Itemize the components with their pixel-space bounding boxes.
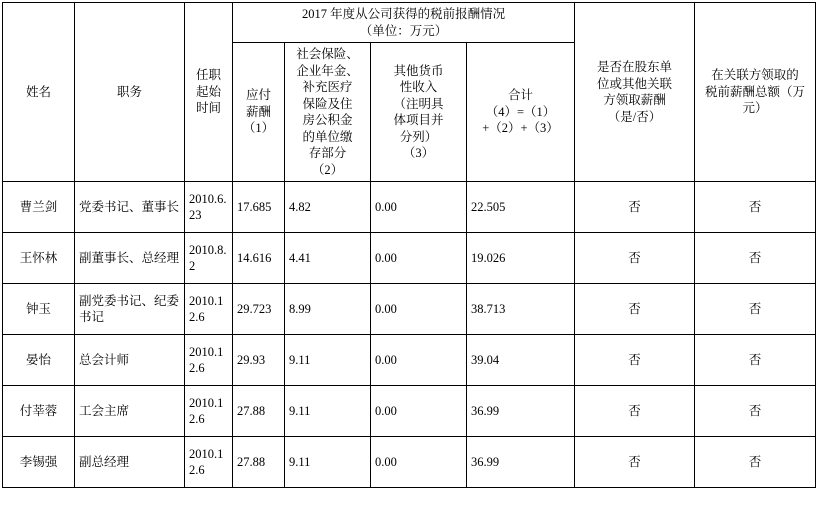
- cell-insurance: 9.11: [285, 386, 371, 437]
- start-date-line-1: 任职: [195, 68, 221, 83]
- cell-from-shareholder: 否: [575, 182, 695, 233]
- cell-from-shareholder: 否: [575, 437, 695, 488]
- cell-related-party-amount: 否: [695, 437, 816, 488]
- cell-start-date: 2010.12.6: [185, 437, 233, 488]
- column-header-name: 姓名: [3, 3, 75, 182]
- cell-payable: 29.93: [233, 335, 285, 386]
- cell-other-income: 0.00: [371, 386, 467, 437]
- cell-other-income: 0.00: [371, 437, 467, 488]
- table-row: [3, 437, 816, 488]
- column-header-start-date: [185, 3, 233, 182]
- insurance-line-3: 补充医疗: [302, 80, 353, 94]
- related-party-line-1: 在关联方领取的: [711, 68, 799, 83]
- column-header-title: 职务: [75, 3, 185, 182]
- cell-start-date: 2010.12.6: [185, 386, 233, 437]
- cell-other-income: 0.00: [371, 284, 467, 335]
- cell-title: 副董事长、总经理: [75, 233, 185, 284]
- other-income-line-5: 分列）: [399, 129, 438, 144]
- cell-title: 总会计师: [75, 335, 185, 386]
- payable-line-2: 薪酬: [245, 104, 271, 119]
- column-header-insurance: [285, 43, 371, 182]
- start-date-line-3: 时间: [195, 101, 221, 116]
- cell-other-income: 0.00: [371, 182, 467, 233]
- total-line-3: +（2）+（3）: [482, 121, 559, 136]
- table-body: [3, 182, 816, 488]
- insurance-line-7: 存部分: [308, 146, 347, 160]
- cell-payable: 27.88: [233, 386, 285, 437]
- cell-other-income: 0.00: [371, 233, 467, 284]
- cell-related-party-amount: 否: [695, 233, 816, 284]
- from-shareholder-line-4: （是/否）: [607, 109, 662, 124]
- cell-start-date: 2010.6.23: [185, 182, 233, 233]
- cell-insurance: 8.99: [285, 284, 371, 335]
- cell-from-shareholder: 否: [575, 386, 695, 437]
- cell-payable: 17.685: [233, 182, 285, 233]
- cell-related-party-amount: 否: [695, 335, 816, 386]
- table-row: [3, 386, 816, 437]
- insurance-line-8: （2）: [311, 162, 344, 177]
- cell-insurance: 4.82: [285, 182, 371, 233]
- cell-name: 晏怡: [3, 335, 75, 386]
- cell-related-party-amount: 否: [695, 386, 816, 437]
- cell-total: 36.99: [467, 437, 575, 488]
- column-header-from-shareholder: [575, 3, 695, 182]
- cell-title: 副党委书记、纪委书记: [75, 284, 185, 335]
- from-shareholder-line-3: 方领取薪酬: [603, 93, 666, 107]
- cell-insurance: 4.41: [285, 233, 371, 284]
- cell-total: 22.505: [467, 182, 575, 233]
- cell-from-shareholder: 否: [575, 233, 695, 284]
- cell-insurance: 9.11: [285, 437, 371, 488]
- cell-start-date: 2010.8.2: [185, 233, 233, 284]
- insurance-line-6: 的单位缴: [302, 129, 353, 144]
- insurance-line-1: 社会保险、: [296, 47, 359, 61]
- cell-total: 36.99: [467, 386, 575, 437]
- related-party-line-2: 税前薪酬总额（万: [705, 84, 806, 99]
- cell-total: 19.026: [467, 233, 575, 284]
- cell-total: 39.04: [467, 335, 575, 386]
- cell-name: 付莘蓉: [3, 386, 75, 437]
- cell-name: 李锡强: [3, 437, 75, 488]
- compensation-table: [2, 2, 816, 488]
- column-header-total: [467, 43, 575, 182]
- table-row: [3, 233, 816, 284]
- cell-name: 曹兰剑: [3, 182, 75, 233]
- from-shareholder-line-1: 是否在股东单: [597, 60, 673, 74]
- insurance-line-2: 企业年金、: [296, 63, 359, 78]
- group-header-compensation: [233, 3, 575, 43]
- cell-from-shareholder: 否: [575, 335, 695, 386]
- table-header: [3, 3, 816, 182]
- document-page: [0, 2, 817, 522]
- table-row: [3, 182, 816, 233]
- start-date-line-2: 起始: [195, 84, 221, 99]
- column-header-payable: [233, 43, 285, 182]
- cell-name: 钟玉: [3, 284, 75, 335]
- total-line-2: （4）=（1）: [485, 104, 556, 119]
- payable-line-3: （1）: [242, 121, 275, 136]
- group-header-line-1: 2017 年度从公司获得的税前报酬情况: [301, 7, 506, 21]
- from-shareholder-line-2: 位或其他关联: [597, 76, 673, 91]
- cell-payable: 29.723: [233, 284, 285, 335]
- cell-start-date: 2010.12.6: [185, 335, 233, 386]
- cell-name: 王怀林: [3, 233, 75, 284]
- column-header-related-party-amount: [695, 3, 816, 182]
- total-line-1: 合计: [508, 88, 534, 103]
- header-row-group: [3, 3, 816, 43]
- cell-payable: 27.88: [233, 437, 285, 488]
- column-header-other-income: [371, 43, 467, 182]
- cell-related-party-amount: 否: [695, 284, 816, 335]
- other-income-line-1: 其他货币: [393, 63, 444, 78]
- group-header-line-2: （单位：万元）: [359, 23, 448, 38]
- cell-title: 副总经理: [75, 437, 185, 488]
- table-row: [3, 335, 816, 386]
- other-income-line-3: （注明具: [393, 96, 444, 111]
- insurance-line-5: 房公积金: [302, 113, 353, 127]
- other-income-line-4: 体项目并: [393, 113, 444, 127]
- cell-total: 38.713: [467, 284, 575, 335]
- payable-line-1: 应付: [245, 88, 271, 103]
- other-income-line-6: （3）: [402, 146, 435, 160]
- cell-other-income: 0.00: [371, 335, 467, 386]
- related-party-line-3: 元）: [742, 101, 768, 116]
- cell-insurance: 9.11: [285, 335, 371, 386]
- cell-title: 党委书记、董事长: [75, 182, 185, 233]
- cell-title: 工会主席: [75, 386, 185, 437]
- cell-from-shareholder: 否: [575, 284, 695, 335]
- other-income-line-2: 性收入: [399, 80, 438, 94]
- cell-start-date: 2010.12.6: [185, 284, 233, 335]
- insurance-line-4: 保险及住: [302, 96, 353, 111]
- cell-related-party-amount: 否: [695, 182, 816, 233]
- cell-payable: 14.616: [233, 233, 285, 284]
- table-row: [3, 284, 816, 335]
